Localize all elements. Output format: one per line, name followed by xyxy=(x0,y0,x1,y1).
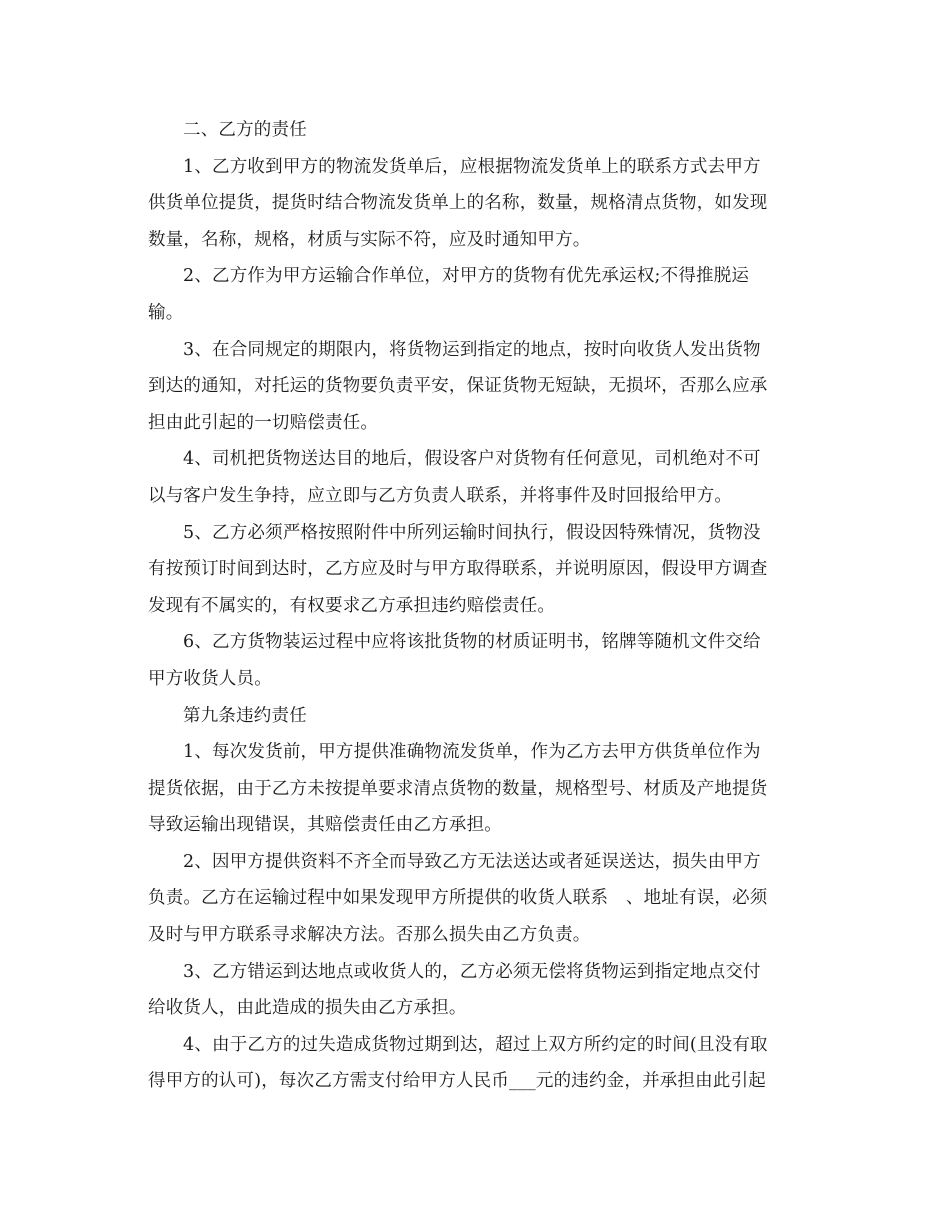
paragraph-first-line: 3、乙方错运到达地点或收货人的，乙方必须无偿将货物运到指定地点交付 xyxy=(183,961,761,982)
paragraph-line: 以与客户发生争持，应立即与乙方负责人联系，并将事件及时回报给甲方。 xyxy=(148,485,733,506)
paragraph-first-line: 3、在合同规定的期限内，将货物运到指定的地点，按时向收货人发出货物 xyxy=(183,339,761,360)
paragraph-line: 负责。乙方在运输过程中如果发现甲方所提供的收货人联系 、地址有误，必须 xyxy=(148,888,768,909)
paragraph-first-line: 1、乙方收到甲方的物流发货单后，应根据物流发货单上的联系方式去甲方 xyxy=(183,156,761,177)
paragraph-first-line: 2、乙方作为甲方运输合作单位，对甲方的货物有优先承运权;不得推脱运 xyxy=(183,266,750,287)
paragraph-first-line: 4、司机把货物送达目的地后，假设客户对货物有任何意见，司机绝对不可 xyxy=(183,449,761,470)
document-body xyxy=(148,112,803,1100)
paragraph-first-line: 2、因甲方提供资料不齐全而导致乙方无法送达或者延误送达，损失由甲方 xyxy=(183,851,761,872)
paragraph-line: 甲方收货人员。 xyxy=(148,668,272,689)
paragraph-line: 数量，名称，规格，材质与实际不符，应及时通知甲方。 xyxy=(148,229,591,250)
paragraph-first-line: 第九条违约责任 xyxy=(183,705,307,726)
paragraph-line: 提货依据，由于乙方未按提单要求清点货物的数量，规格型号、材质及产地提货 xyxy=(148,778,768,799)
paragraph-line: 到达的通知，对托运的货物要负责平安，保证货物无短缺，无损坏，否那么应承 xyxy=(148,376,768,397)
paragraph-line: 得甲方的认可)，每次乙方需支付给甲方人民币___元的违约金，并承担由此引起 xyxy=(148,1071,766,1092)
paragraph-line: 输。 xyxy=(148,302,184,323)
paragraph-first-line: 6、乙方货物装运过程中应将该批货物的材质证明书，铭牌等随机文件交给 xyxy=(183,632,761,653)
paragraph-first-line: 4、由于乙方的过失造成货物过期到达，超过上双方所约定的时间(且没有取 xyxy=(183,1034,768,1055)
paragraph-line: 供货单位提货，提货时结合物流发货单上的名称，数量，规格清点货物，如发现 xyxy=(148,193,768,214)
paragraph-line: 担由此引起的一切赔偿责任。 xyxy=(148,412,379,433)
paragraph-line: 导致运输出现错误，其赔偿责任由乙方承担。 xyxy=(148,815,502,836)
paragraph-line: 给收货人，由此造成的损失由乙方承担。 xyxy=(148,998,467,1019)
paragraph-line: 发现有不属实的，有权要求乙方承担违约赔偿责任。 xyxy=(148,595,556,616)
paragraph-first-line: 5、乙方必须严格按照附件中所列运输时间执行，假设因特殊情况，货物没 xyxy=(183,522,761,543)
paragraph-first-line: 1、每次发货前，甲方提供准确物流发货单，作为乙方去甲方供货单位作为 xyxy=(183,742,761,763)
paragraph-first-line: 二、乙方的责任 xyxy=(183,120,307,140)
paragraph-line: 及时与甲方联系寻求解决方法。否那么损失由乙方负责。 xyxy=(148,925,591,946)
paragraph-line: 有按预订时间到达时，乙方应及时与甲方取得联系，并说明原因，假设甲方调查 xyxy=(148,559,768,580)
